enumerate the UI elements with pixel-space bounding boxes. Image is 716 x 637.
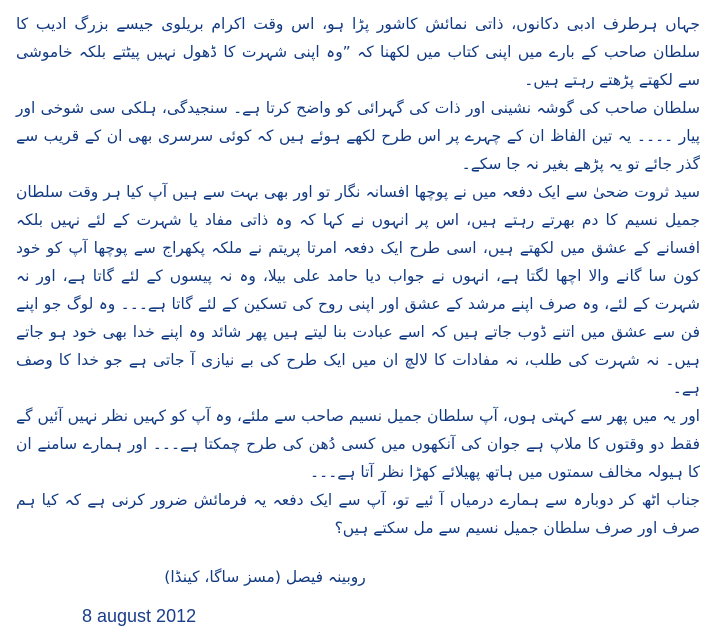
paragraph-2: سلطان صاحب کی گوشہ نشینی اور ذات کی گہرائی کو واضح کرتا ہے۔ سنجیدگی، ہلکی سی شوخی اور پیار ۔۔۔۔ یہ تین الفاظ ان کے چہرے پر اس طرح لکھے ہوئے ہیں کہ کوئی سرسری بھی ان کے قریب سے گذر جائے تو یہ پڑھے بغیر نہ جا سکے۔	[16, 99, 700, 173]
paragraph-1: جہاں ہرطرف ادبی دکانوں، ذاتی نمائش کاشور پڑا ہو، اس وقت اکرام بریلوی جیسے بزرگ ادیب کا سلطان صاحب کے بارے میں اپنی کتاب میں لکھنا کہ ”وہ اپنی شہرت کا ڈھول نہیں پیٹتے بلکہ خاموشی سے لکھتے پڑھتے رہتے ہیں۔	[16, 15, 700, 89]
article-body	[16, 10, 700, 542]
paragraph-5: جناب اٹھ کر دوبارہ سے ہمارے درمیاں آ ئیے تو، آپ سے ایک دفعہ یہ فرمائش ضرور کرنی ہے کہ کیا ہم صرف اور صرف سلطان جمیل نسیم سے مل سکتے ہیں؟	[16, 491, 700, 537]
article-date: 8 august 2012	[82, 606, 197, 626]
author-signature: روبینہ فیصل (مسز ساگا، کینڈا)	[164, 568, 366, 586]
paragraph-4: اور یہ میں پھر سے کہتی ہوں، آپ سلطان جمیل نسیم صاحب سے ملئے، وہ آپ کو کہیں نظر نہیں آئیں گے فقط دو وقتوں کا ملاپ ہے جوان کی آنکھوں میں کسی دُھن کی طرح چمکتا ہے۔۔۔ اور ہمارے سامنے ان کا ہیولہ مخالف سمتوں میں ہاتھ پھیلائے کھڑا نظر آتا ہے۔۔۔	[16, 407, 700, 481]
paragraph-3: سید ثروت ضحیٰ سے ایک دفعہ میں نے پوچھا افسانہ نگار تو اور بھی بہت سے ہیں آپ کیا ہر وقت سلطان جمیل نسیم کا دم بھرتے رہتے ہیں، اس پر انہوں نے کہا کہ وہ ذاتی مفاد یا شہرت کے لئے نہیں بلکہ افسانے کے عشق میں لکھتے ہیں، اسی طرح ایک دفعہ امرتا پریتم نے ملکہ پکھراج سے پوچھا آپ کو خود کون سا گانے والا اچھا لگتا ہے، انہوں نے جواب دیا حامد علی بیلا، وہ نہ پیسوں کے لئے گاتا ہے، اور نہ شہرت کے لئے، وہ صرف اپنے مرشد کے عشق اور اپنی روح کی تسکین کے لئے گاتا ہے۔۔۔ وہ لوگ جو اپنے فن سے عشق میں اتنے ڈوب جاتے ہیں کہ اسے عبادت بنا لیتے ہیں پھر شائد وہ اپنے خدا بھی خود ہو جاتے ہیں۔ نہ شہرت کی طلب، نہ مفادات کا لالچ ان میں ایک طرح کی بے نیازی آ جاتی ہے جو خدا کا وصف ہے۔	[16, 183, 700, 397]
